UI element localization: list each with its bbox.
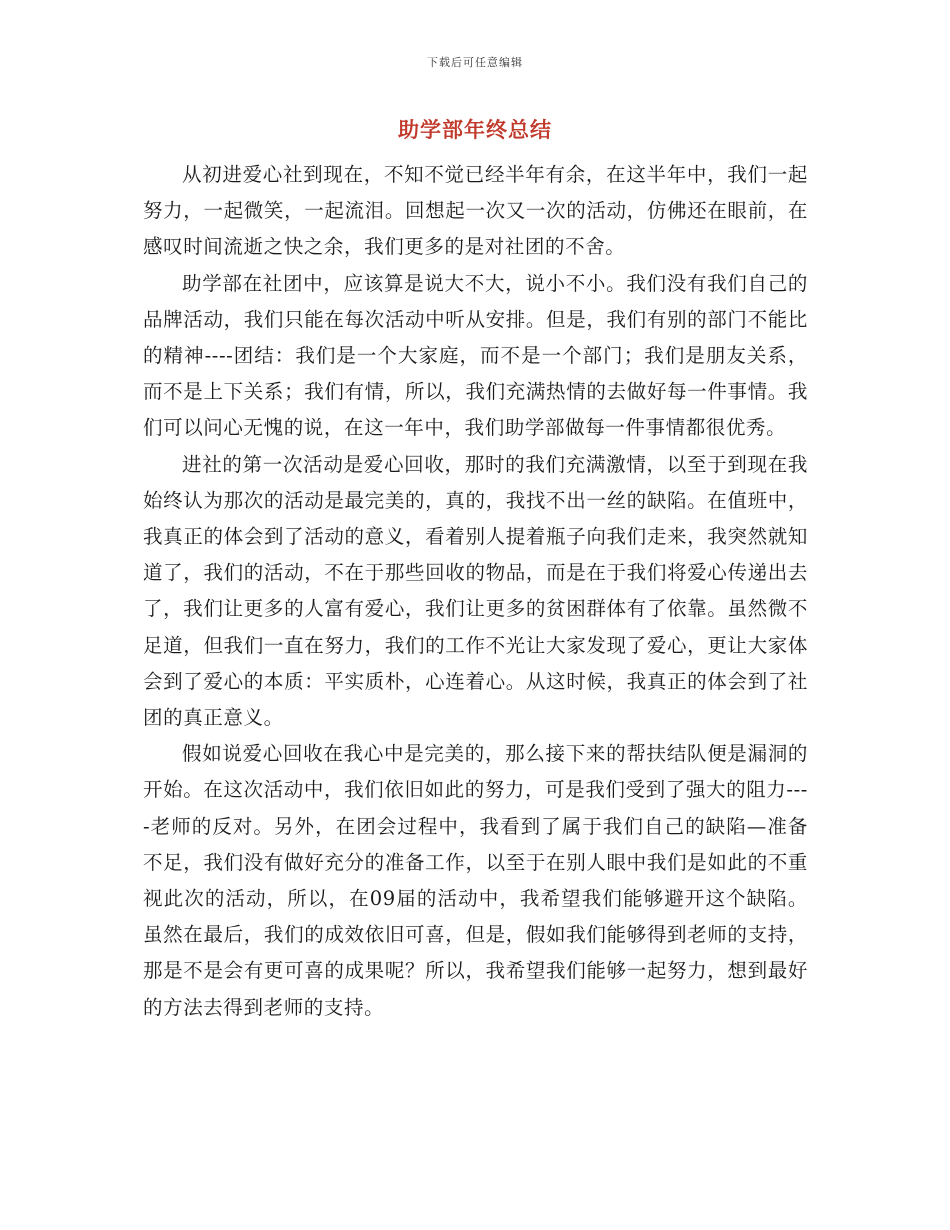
document-body	[143, 157, 808, 1026]
document-title: 助学部年终总结	[398, 117, 552, 142]
paragraph-3: 进社的第一次活动是爱心回收，那时的我们充满激情，以至于到现在我始终认为那次的活动是最完美的，真的，我找不出一丝的缺陷。在值班中，我真正的体会到了活动的意义，看着别人提着瓶子向我们走来，我突然就知道了，我们的活动，不在于那些回收的物品，而是在于我们将爱心传递出去了，我们让更多的人富有爱心，我们让更多的贫困群体有了依靠。虽然微不足道，但我们一直在努力，我们的工作不光让大家发现了爱心，更让大家体会到了爱心的本质：平实质朴，心连着心。从这时候，我真正的体会到了社团的真正意义。	[143, 452, 808, 730]
paragraph-4: 假如说爱心回收在我心中是完美的，那么接下来的帮扶结队便是漏洞的开始。在这次活动中，我们依旧如此的努力，可是我们受到了强大的阻力----老师的反对。另外，在团会过程中，我看到了属于我们自己的缺陷—准备不足，我们没有做好充分的准备工作，以至于在别人眼中我们是如此的不重视此次的活动，所以，在09届的活动中，我希望我们能够避开这个缺陷。虽然在最后，我们的成效依旧可喜，但是，假如我们能够得到老师的支持，那是不是会有更可喜的成果呢？所以，我希望我们能够一起努力，想到最好的方法去得到老师的支持。	[143, 742, 808, 1019]
paragraph-2: 助学部在社团中，应该算是说大不大，说小不小。我们没有我们自己的品牌活动，我们只能在每次活动中听从安排。但是，我们有别的部门不能比的精神----团结：我们是一个大家庭，而不是一个部门；我们是朋友关系，而不是上下关系；我们有情，所以，我们充满热情的去做好每一件事情。我们可以问心无愧的说，在这一年中，我们助学部做每一件事情都很优秀。	[143, 271, 808, 440]
paragraph-1: 从初进爱心社到现在，不知不觉已经半年有余，在这半年中，我们一起努力，一起微笑，一起流泪。回想起一次又一次的活动，仿佛还在眼前，在感叹时间流逝之快之余，我们更多的是对社团的不舍。	[143, 163, 808, 259]
header-note: 下载后可任意编辑	[427, 56, 523, 69]
